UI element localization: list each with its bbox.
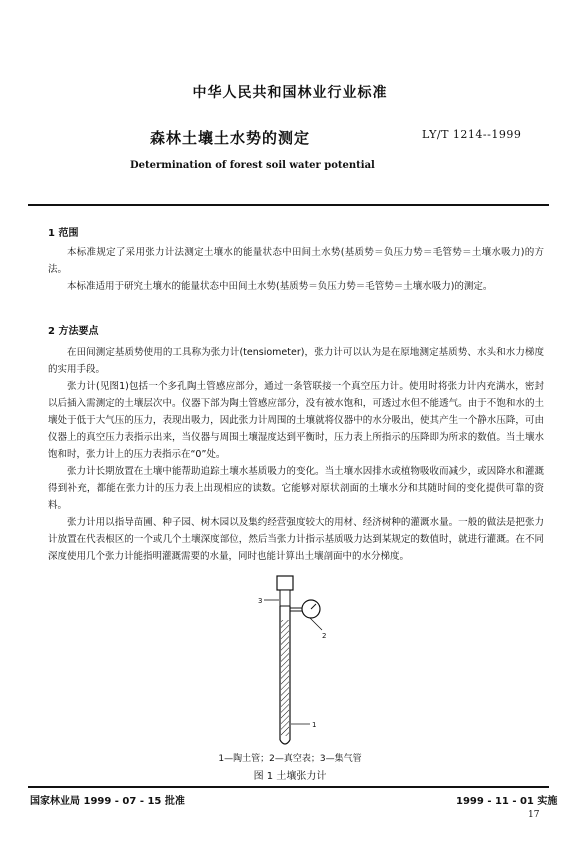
standard-category: 中华人民共和国林业行业标准 xyxy=(192,85,388,101)
tensiometer-figure xyxy=(240,572,350,752)
paragraph: 张力计用以指导苗圃、种子园、树木园以及集约经营强度较大的用材、经济树种的灌溉水量。一般的做法是把张力计放置在代表根区的一个或几个土壤深度部位，然后当张力计指示基质吸力达到某规定的数值时，就进行灌溉。在不同深度使用几个张力计能指明灌溉需要的水量，同时也能计算出土壤剖面中的水分梯度。 xyxy=(48,517,544,562)
soil-hatching xyxy=(281,620,289,736)
document-title: 森林土壤土水势的测定 xyxy=(150,129,311,147)
air-collector-tube-cap xyxy=(277,576,293,590)
paragraph: 本标准适用于研究土壤水的能量状态中田间土水势(基质势＝负压力势＝毛管势＝土壤水吸力)的测定。 xyxy=(67,281,493,292)
air-collector-tube xyxy=(280,590,290,606)
section-heading-method: 2 方法要点 xyxy=(48,326,99,337)
paragraph: 本标准规定了采用张力计法测定土壤水的能量状态中田间土水势(基质势＝负压力势＝毛管势＝土壤水吸力)的方法。 xyxy=(48,247,544,275)
effective-date: 1999 - 11 - 01 实施 xyxy=(456,796,558,807)
tensiometer-drawing xyxy=(240,572,350,752)
paragraph: 在田间测定基质势使用的工具称为张力计(tensiometer)，张力计可以认为是在原地测定基质势、水头和水力梯度的实用手段。 xyxy=(48,347,544,375)
header-rule xyxy=(28,204,549,206)
figure-caption: 图 1 土壤张力计 xyxy=(253,771,327,782)
section-heading-scope: 1 范围 xyxy=(48,228,79,239)
figure-legend: 1—陶土管；2—真空表；3—集气管 xyxy=(218,754,362,764)
footer-rule xyxy=(28,786,549,788)
section-scope-body xyxy=(48,244,544,295)
paragraph: 张力计(见图1)包括一个多孔陶土管感应部分，通过一条管联接一个真空压力计。使用时将张力计内充满水，密封以后插入需测定的土壤层次中。仪器下部为陶土管感应部分，没有被水饱和，可透过水但不能透气。由于不饱和水的土壤处于低于大气压的压力，表现出吸力，因此张力计周围的土壤就将仪器中的水分吸出，使其产生一个静水压降，可由仪器上的真空压力表指示出来，当仪器与周围土壤湿度达到平衡时，压力表上所指示的压降即为所求的数值。当土壤水饱和时，张力计上的压力表指示在“0”处。 xyxy=(48,381,544,460)
page-number: 17 xyxy=(528,810,540,820)
label-2: 2 xyxy=(322,632,327,640)
paragraph: 张力计长期放置在土壤中能帮助追踪土壤水基质吸力的变化。当土壤水因排水或植物吸收而减少，或因降水和灌溉得到补充，都能在张力计的压力表上出现相应的读数。它能够对原状剖面的土壤水分和其随时间的变化提供可靠的资料。 xyxy=(48,466,544,511)
standard-code: LY/T 1214--1999 xyxy=(422,128,522,141)
approval-date: 国家林业局 1999 - 07 - 15 批准 xyxy=(30,796,185,807)
label-3: 3 xyxy=(258,597,263,605)
section-method-body xyxy=(48,344,544,565)
english-title: Determination of forest soil water potential xyxy=(130,160,375,171)
label-1: 1 xyxy=(312,721,317,729)
